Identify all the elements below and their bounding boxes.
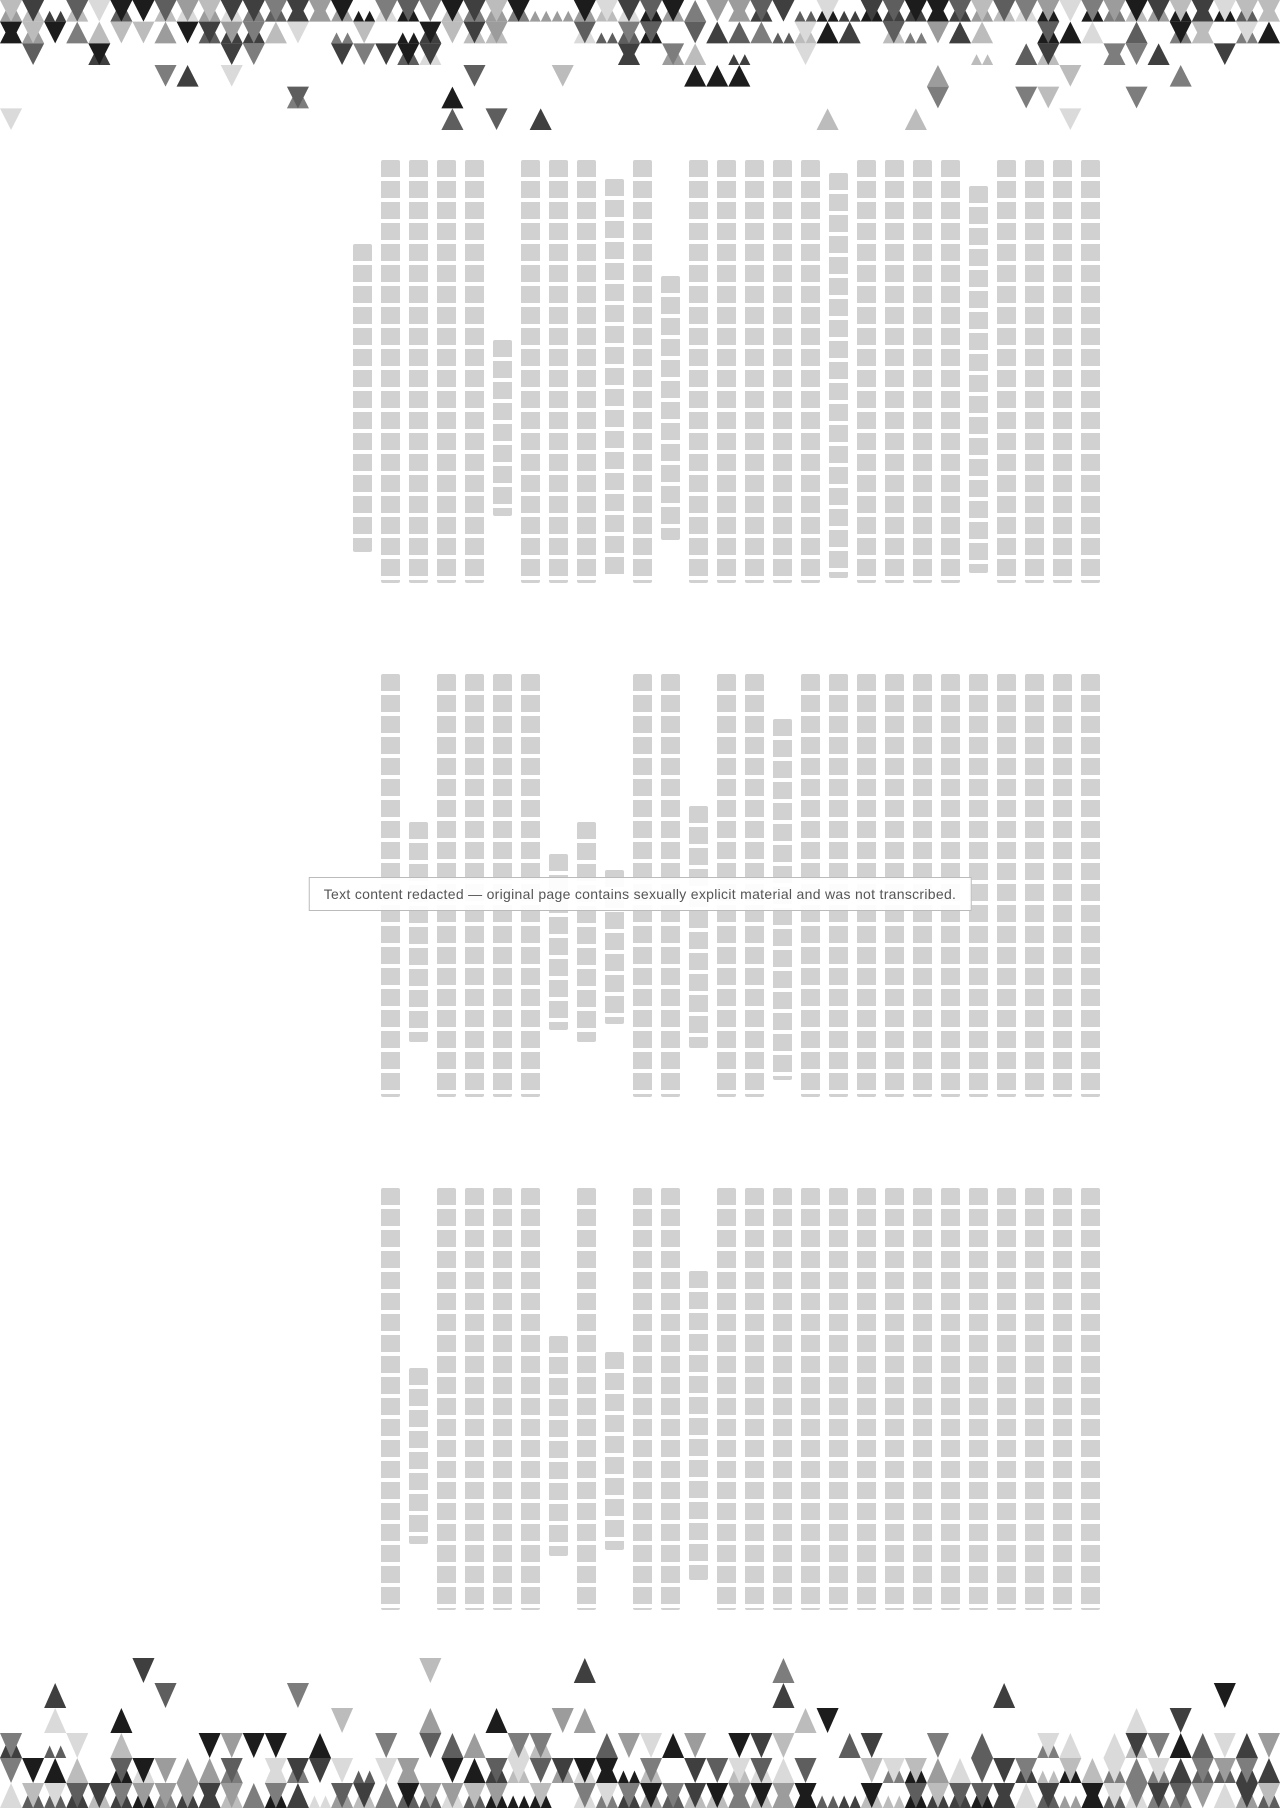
redacted-text-column [689,806,708,1048]
redacted-text-column [773,1188,792,1611]
redacted-text-column [773,160,792,583]
redacted-text-column [1053,674,1072,1097]
redacted-text-column [801,160,820,583]
redacted-text-column [745,160,764,583]
redacted-text-column [1053,160,1072,583]
triangle-mosaic-bottom [0,1658,1280,1808]
redacted-text-column [353,244,372,552]
redacted-text-column [437,160,456,583]
redacted-text-column [437,1188,456,1611]
redacted-text-column [1081,160,1100,583]
redacted-text-column [577,1188,596,1611]
redacted-text-column [969,674,988,1097]
redacted-text-column [493,340,512,516]
redaction-notice: Text content redacted — original page contains sexually explicit material and was not transcribed. [309,877,972,911]
redacted-text-column [801,1188,820,1611]
redacted-text-column [605,1352,624,1550]
redacted-text-column [409,822,428,1042]
redacted-text-column [997,160,1016,583]
redacted-text-column [689,160,708,583]
redacted-text-column [997,1188,1016,1611]
redacted-text-column [829,1188,848,1611]
redacted-text-column [465,1188,484,1611]
redacted-text-column [857,160,876,583]
redacted-text-column [885,160,904,583]
redacted-text-column [1081,1188,1100,1611]
redacted-text-column [521,1188,540,1611]
redacted-text-column [521,160,540,583]
redacted-text-column [633,160,652,583]
redacted-text-column [969,1188,988,1611]
redacted-text-column [969,186,988,574]
redacted-text-column [913,160,932,583]
redacted-text-column [1025,160,1044,583]
redacted-text-column [633,1188,652,1611]
triangle-mosaic-top [0,0,1280,130]
redacted-text-column [577,822,596,1042]
document-page [0,150,1280,1638]
text-band-bottom [180,1188,1100,1628]
redacted-text-column [381,160,400,583]
redacted-text-column [745,1188,764,1611]
redacted-text-column [661,1188,680,1611]
redacted-text-column [941,160,960,583]
redacted-text-column [997,674,1016,1097]
redacted-text-column [941,1188,960,1611]
redacted-text-column [717,1188,736,1611]
redacted-text-column [717,160,736,583]
redacted-text-column [689,1271,708,1579]
redacted-text-column [605,179,624,575]
redacted-text-column [465,160,484,583]
redacted-text-column [577,160,596,583]
redacted-text-column [885,1188,904,1611]
redacted-text-column [1053,1188,1072,1611]
redacted-text-column [549,1336,568,1556]
redacted-text-column [1025,674,1044,1097]
redacted-text-column [829,173,848,578]
redacted-text-column [913,1188,932,1611]
redacted-text-column [1081,674,1100,1097]
text-band-top [180,160,1100,600]
redacted-text-column [857,1188,876,1611]
redacted-text-column [661,276,680,540]
redacted-text-column [409,1368,428,1544]
redacted-text-column [409,160,428,583]
redacted-text-column [493,1188,512,1611]
redacted-text-column [1025,1188,1044,1611]
redacted-text-column [549,160,568,583]
redacted-text-column [381,1188,400,1611]
